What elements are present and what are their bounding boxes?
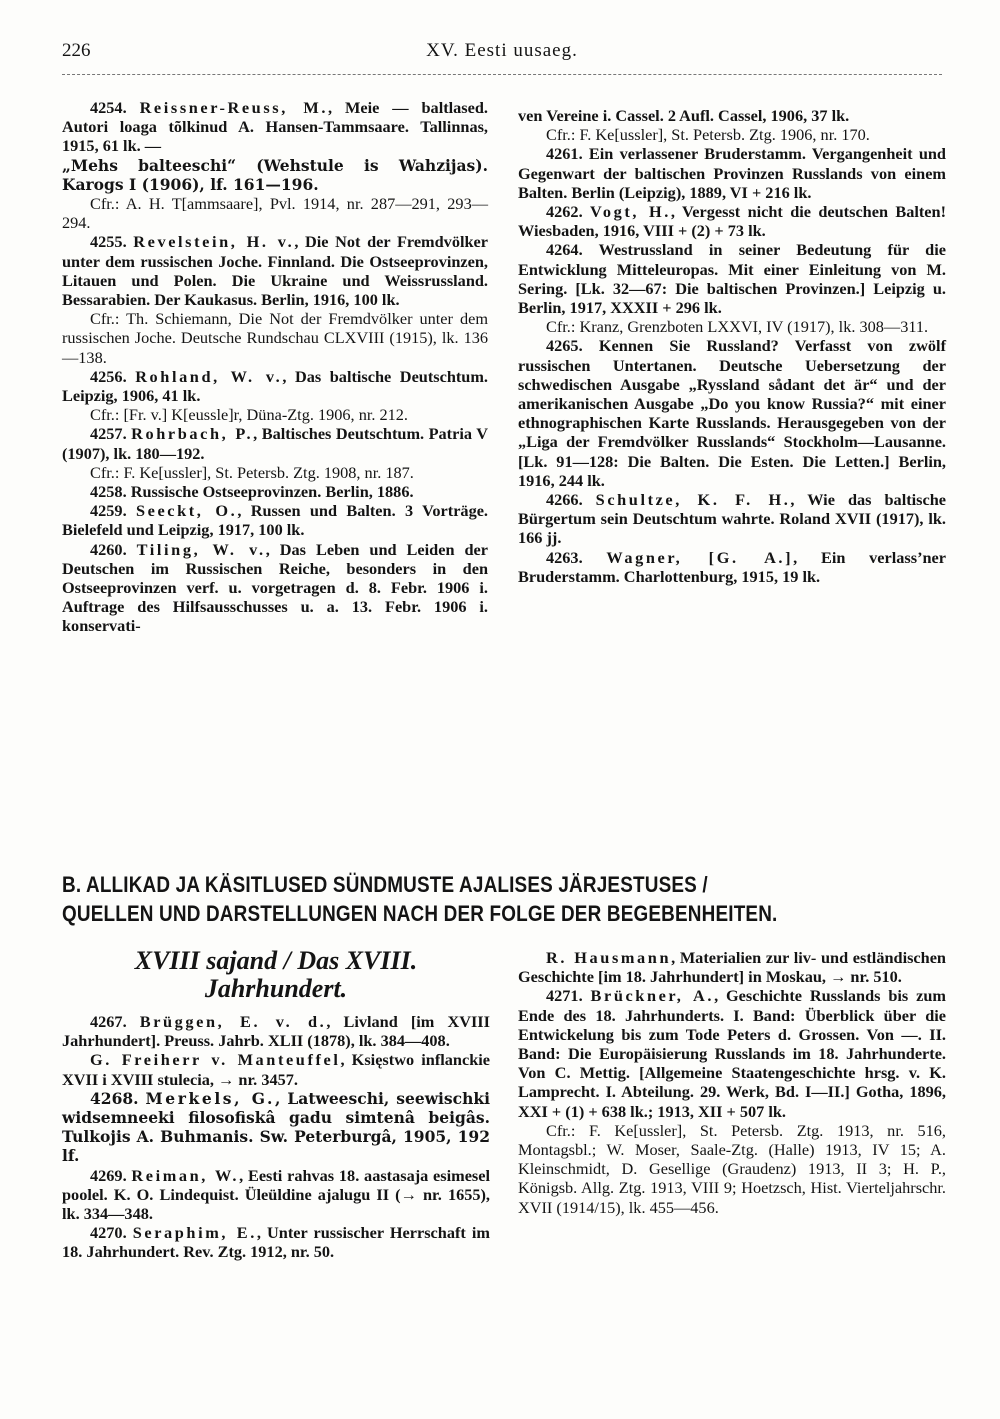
entry-text: , Latweeschi, seewischki widsemneeki filosofiskâ gadu simtenâ beigâs. Tulkojis A. Buhmanis. Sw. Peterburgâ, 1905, 192 lf. (62, 1088, 490, 1166)
entry-text: Kennen Sie Russland? Verfasst von zwölf russischen Untertanen. Deutsche Uebersetzung der schwedischen Ausgabe „Ryssland sådant det är“ und der amerikanischen Ausgabe „Do you know Russia?“ mit einer ethnographischen Karte Russlands. Herausgegeben von der „Liga der Fremdvölker Russlands“ Stockholm—Lausanne. [Lk. 91—128: Die Balten. Die Esten. Die Letten.] Berlin, 1916, 244 lk. (518, 336, 946, 490)
entry-number: 4268. (90, 1088, 139, 1108)
entry-text: Cfr.: Kranz, Grenzboten LXXVI, IV (1917), lk. 308—311. (546, 317, 929, 337)
entry-text: , Geschichte Russlands bis zum Ende des 18. Jahrhunderts. I. Band: Überblick über die Entwickelung bis zum Tode Peters d. Grossen. Von —. II. Band: Die Europäisierung Russlands im 18. Jahrhunderte. Von C. Mettig. [Allgemeine Staatengeschichte hrsg. v. K. Lamprecht. I. Abteilung. 29. Werk, Bd. I—II.] Gotha, 1896, XXI + (1) + 638 lk.; 1913, XII + 507 lk. (518, 986, 946, 1121)
entry-text: , Russen und Balten. 3 Vorträge. Bielefeld und Leipzig, 1917, 100 lk. (62, 501, 489, 540)
entry-text: , Ein verlass’ner Bruderstamm. Charlottenburg, 1915, 19 lk. (518, 547, 946, 586)
column-right-bottom (518, 948, 946, 1217)
entry-text: Cfr.: F. Ke[ussler], St. Petersb. Ztg. 1908, nr. 187. (90, 462, 414, 482)
entry-number: 4258. (90, 482, 127, 502)
header-rule (62, 74, 942, 75)
bibliography-entry (518, 336, 946, 490)
bibliography-entry (62, 1089, 490, 1166)
page-number: 226 (62, 40, 91, 61)
entry-text: Russische Ostseeprovinzen. Berlin, 1886. (130, 482, 414, 502)
entry-author: Revelstein, H. v. (133, 232, 295, 252)
bibliography-entry (62, 424, 488, 462)
section-b-heading-line-2: QUELLEN UND DARSTELLUNGEN NACH DER FOLGE DER BEGEBENHEITEN. (62, 901, 778, 926)
entry-author: R. Hausmann (546, 948, 672, 967)
column-left-bottom (62, 1012, 490, 1262)
entry-number: 4265. (546, 336, 583, 356)
column-left-top (62, 98, 488, 636)
bibliography-entry (518, 240, 946, 317)
entry-number: 4261. (546, 144, 583, 164)
bibliography-entry (62, 482, 488, 501)
entry-text: , Baltisches Deutschtum. Patria V (1907), lk. 180—192. (62, 424, 488, 463)
entry-number: 4271. (546, 986, 583, 1006)
entry-text: Cfr.: [Fr. v.] K[eussle]r, Düna-Ztg. 1906, nr. 212. (90, 405, 408, 425)
entry-text: Cfr.: Th. Schiemann, Die Not der Fremdvölker unter dem russischen Joche. Deutsche Rundschau CLXVIII (1915), lk. 136 —138. (62, 309, 488, 367)
entry-author: Reiman, W. (131, 1165, 240, 1185)
entry-author: Brückner, A. (590, 986, 715, 1006)
entry-author: Rohrbach, P. (131, 424, 254, 444)
citation-note (62, 309, 488, 367)
bibliography-entry (62, 1166, 490, 1224)
entry-text: Ein verlassener Bruderstamm. Vergangenheit und Gegenwart der baltischen Provinzen Russlands von einem Balten. Berlin (Leipzig), 1889, VI + 216 lk. (518, 144, 946, 202)
bibliography-entry (518, 986, 946, 1120)
page-header (62, 40, 942, 74)
bibliography-entry (518, 548, 946, 586)
entry-number: 4270. (90, 1223, 127, 1243)
bibliography-entry (518, 202, 946, 240)
citation-note (62, 194, 488, 232)
bibliography-entry (518, 948, 946, 986)
entry-author: Wagner, [G. A.] (606, 547, 794, 567)
entry-text: , Unter russischer Herrschaft im 18. Jahrhundert. Rev. Ztg. 1912, nr. 50. (62, 1223, 490, 1262)
entry-text: , Księstwo inflanckie XVII i XVIII stulecia, → nr. 3457. (62, 1050, 490, 1089)
bibliography-entry (62, 1012, 490, 1050)
entry-text: Cfr.: F. Ke[ussler], St. Petersb. Ztg. 1906, nr. 170. (546, 125, 870, 145)
entry-number: 4255. (90, 232, 127, 252)
entry-text: , Die Not der Fremdvölker unter dem russischen Joche. Finnland. Die Ostseeprovinzen, Litauen und Polen. Die Ukraine und Weissrussland. Bessarabien. Der Kaukasus. Berlin, 1916, 100 lk. (62, 232, 488, 310)
entry-number: 4257. (90, 424, 127, 444)
entry-number: 4264. (546, 240, 583, 260)
section-b-heading (62, 870, 942, 928)
entry-text: , Das baltische Deutschtum. Leipzig, 1906, 41 lk. (62, 366, 488, 406)
entry-text: Westrussland in seiner Bedeutung für die Entwicklung Mitteleuropas. Mit einer Einleitung von M. Sering. [Lk. 32—67: Die baltischen Provinzen.] Leipzig u. Berlin, 1917, XXXII + 296 lk. (518, 240, 946, 318)
bibliography-entry (62, 367, 488, 405)
entry-number: 4262. (546, 202, 583, 222)
bibliography-entry (62, 1223, 490, 1261)
citation-note (518, 125, 946, 144)
bibliography-entry (62, 501, 488, 539)
entry-text: ven Vereine i. Cassel. 2 Aufl. Cassel, 1906, 37 lk. (518, 106, 850, 125)
running-title: XV. Eesti uusaeg. (426, 40, 578, 61)
entry-number: 4269. (90, 1165, 127, 1185)
column-right-top (518, 106, 946, 586)
bibliography-entry (518, 106, 946, 125)
entry-number: 4266. (546, 490, 583, 510)
bibliography-entry (518, 144, 946, 202)
entry-text: Cfr.: F. Ke[ussler], St. Petersb. Ztg. 1913, nr. 516, Montagsbl.; W. Moser, Saale-Ztg. (Halle) 1913, IV 15; A. Kleinschmidt, D. Gesellige (Graudenz) 1913, II 3; H. P., Königsb. Allg. Ztg. 1913, VIII 9; Hoetzsch, Hist. Vierteljahrschr. XVII (1914/15), lk. 455—456. (518, 1120, 946, 1217)
entry-number: 4259. (90, 501, 127, 521)
citation-note (62, 405, 488, 424)
entry-number: 4256. (90, 366, 127, 386)
entry-author: Reissner-Reuss, M. (139, 98, 329, 117)
entry-author: Vogt, H. (590, 202, 671, 222)
bibliography-entry (62, 1050, 490, 1088)
entry-text: „Mehs balteeschi“ (Wehstule is Wahzijas). Karogs I (1906), lf. 161—196. (62, 155, 488, 194)
bibliography-entry (62, 540, 488, 636)
entry-number: 4254. (90, 98, 127, 117)
entry-author: G. Freiherr v. Manteuffel (90, 1050, 341, 1070)
entry-text: , Vergesst nicht die deutschen Balten! Wiesbaden, 1916, VIII + (2) + 73 lk. (518, 202, 947, 241)
entry-author: Rohland, W. v. (135, 366, 283, 386)
entry-author: Tiling, W. v. (136, 539, 266, 559)
bibliography-entry (518, 490, 946, 548)
entry-text: , Materialien zur liv- und estländischen Geschichte [im 18. Jahrhundert] in Moskau, → nr. 510. (518, 948, 946, 987)
entry-text: , Meie — baltlased. Autori loaga tõlkinud A. Hansen-Tammsaare. Tallinnas, 1915, 61 lk. — (62, 98, 488, 156)
subheading-xviii-century: XVIII sajand / Das XVIII. Jahrhundert. (134, 946, 418, 1003)
citation-note (62, 463, 488, 482)
citation-note (518, 1121, 946, 1217)
entry-text: , Livland [im XVIII Jahrhundert]. Preuss. Jahrb. XLII (1878), lk. 384—408. (62, 1012, 490, 1051)
bibliography-entry (62, 156, 488, 194)
entry-author: Seraphim, E. (132, 1223, 257, 1243)
citation-note (518, 317, 946, 336)
bibliography-entry (62, 232, 488, 309)
entry-number: 4260. (90, 539, 127, 559)
entry-number: 4263. (546, 547, 583, 567)
bibliography-entry (62, 98, 488, 156)
entry-author: Merkels, G. (145, 1088, 275, 1108)
entry-author: Seeckt, O. (135, 501, 238, 521)
entry-text: , Wie das baltische Bürgertum sein Deutschtum wahrte. Roland XVII (1917), lk. 166 jj. (518, 490, 947, 548)
entry-author: Schultze, K. F. H. (595, 490, 791, 510)
entry-text: , Eesti rahvas 18. aastasaja esimesel poolel. K. O. Lindequist. Üleüldine ajalugu II (→ nr. 1655), lk. 334—348. (62, 1165, 491, 1224)
entry-text: Cfr.: A. H. T[ammsaare], Pvl. 1914, nr. 287—291, 293—294. (62, 194, 488, 233)
entry-number: 4267. (90, 1012, 127, 1031)
entry-text: , Das Leben und Leiden der Deutschen im Russischen Reiche, besonders in den Ostseeprovinzen verf. u. vorgetragen d. 8. Febr. 1906 i. Auftrage des Hilfsausschusses u. a. 13. Febr. 1906 i. konservati- (62, 539, 488, 636)
section-b-heading-line-1: B. ALLIKAD JA KÄSITLUSED SÜNDMUSTE AJALISES JÄRJESTUSES / (62, 872, 708, 897)
entry-author: Brüggen, E. v. d. (139, 1012, 327, 1031)
